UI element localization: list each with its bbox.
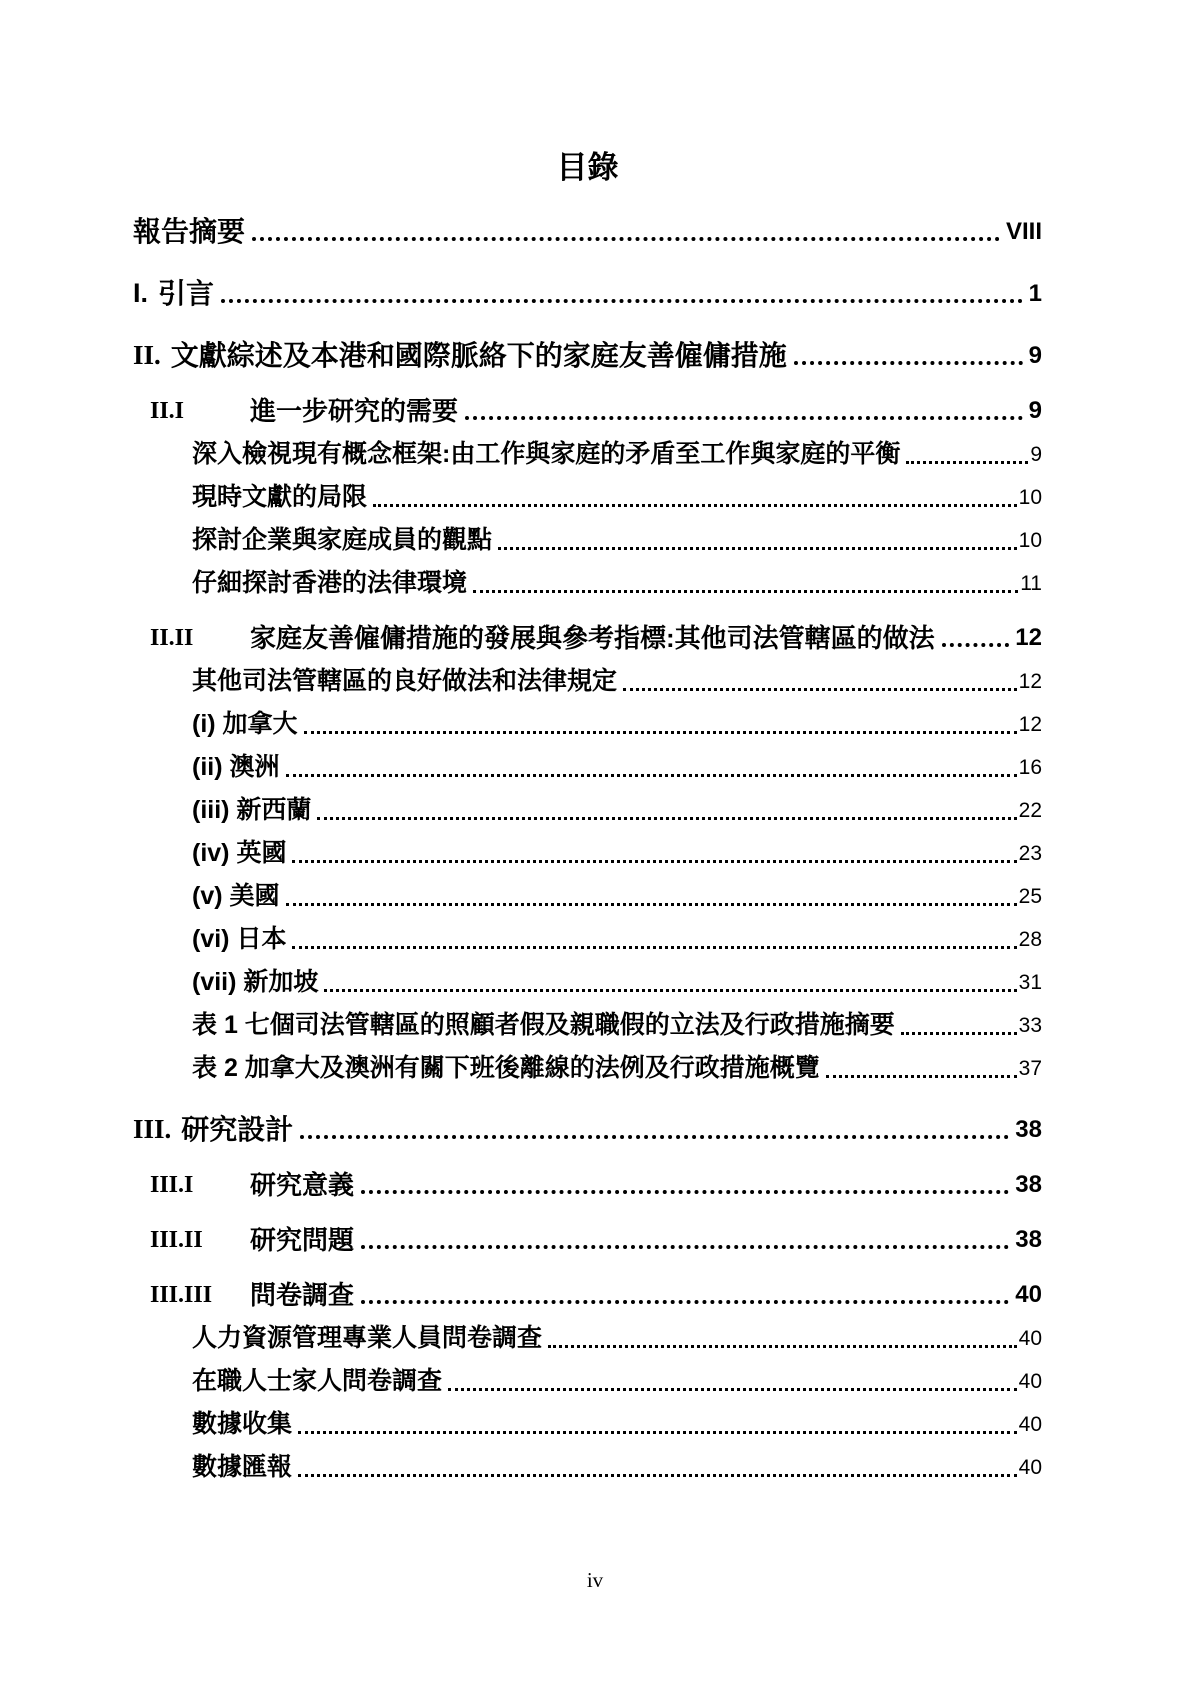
toc-entry-title: 現時文獻的局限 bbox=[192, 483, 368, 511]
toc-entry-number: III.I bbox=[150, 1172, 194, 1198]
toc-entry-title: 數據收集 bbox=[192, 1410, 293, 1438]
toc-entry-title: 深入檢視現有概念框架:由工作與家庭的矛盾至工作與家庭的平衡 bbox=[192, 440, 901, 468]
toc-entry bbox=[133, 752, 1042, 783]
toc-entry bbox=[133, 525, 1042, 556]
toc-entry-page: 12 bbox=[1015, 624, 1042, 651]
toc-entry-title: (i) 加拿大 bbox=[192, 710, 298, 738]
toc-entry-title: (ii) 澳洲 bbox=[192, 753, 280, 781]
toc-entry-page: 38 bbox=[1015, 1171, 1042, 1198]
dot-leader bbox=[300, 1135, 1009, 1139]
dot-leader bbox=[498, 547, 1017, 550]
dot-leader bbox=[252, 237, 1000, 241]
toc-entry-number: II. bbox=[133, 340, 161, 370]
toc-entry-number: II.I bbox=[150, 398, 185, 424]
dot-leader bbox=[548, 1345, 1017, 1348]
toc-entry bbox=[133, 1323, 1042, 1354]
toc-entry-title: 在職人士家人問卷調查 bbox=[192, 1367, 443, 1395]
toc-entry bbox=[133, 1409, 1042, 1440]
dot-leader bbox=[298, 1474, 1017, 1477]
dot-leader bbox=[292, 946, 1016, 949]
toc-entry-title: 仔細探討香港的法律環境 bbox=[192, 569, 468, 597]
toc-entry-title: 研究意義 bbox=[250, 1170, 355, 1200]
dot-leader bbox=[286, 903, 1017, 906]
toc-entry-number: III.II bbox=[150, 1227, 203, 1253]
toc-entry-page: 16 bbox=[1018, 756, 1042, 779]
toc-entry-number: III.III bbox=[150, 1282, 213, 1308]
toc-entry-title: 問卷調查 bbox=[250, 1280, 355, 1310]
toc-entry bbox=[133, 1279, 1042, 1311]
toc-entry bbox=[133, 339, 1042, 372]
toc-entry-title: 進一步研究的需要 bbox=[250, 396, 459, 426]
toc-entry-page: 9 bbox=[1030, 443, 1042, 466]
toc-entry-title: 表 1 七個司法管轄區的照顧者假及親職假的立法及行政措施摘要 bbox=[192, 1011, 895, 1039]
toc-entry-page: 38 bbox=[1015, 1226, 1042, 1253]
toc-entry-page: VIII bbox=[1005, 218, 1042, 245]
toc-entry-page: 22 bbox=[1018, 799, 1042, 822]
dot-leader bbox=[304, 731, 1017, 734]
toc-entry bbox=[133, 838, 1042, 869]
toc-entry-title: (iv) 英國 bbox=[192, 839, 287, 867]
toc-entry-page: 10 bbox=[1018, 486, 1042, 509]
dot-leader bbox=[361, 1300, 1009, 1304]
toc-entry bbox=[133, 1010, 1042, 1041]
toc-entry-title: 研究問題 bbox=[250, 1225, 355, 1255]
toc-entry-page: 23 bbox=[1018, 842, 1042, 865]
toc-entry bbox=[133, 439, 1042, 470]
toc-entry bbox=[133, 568, 1042, 599]
toc-entry-page: 1 bbox=[1028, 280, 1042, 307]
toc-entry-number: III. bbox=[133, 1114, 172, 1144]
toc-entry bbox=[133, 482, 1042, 513]
toc-entry-page: 40 bbox=[1018, 1370, 1042, 1393]
page-number-footer: iv bbox=[586, 1568, 604, 1592]
toc-entry bbox=[133, 881, 1042, 912]
dot-leader bbox=[298, 1431, 1017, 1434]
toc-entry-title: (iii) 新西蘭 bbox=[192, 796, 312, 824]
toc-entry-page: 40 bbox=[1018, 1327, 1042, 1350]
toc-entry-page: 38 bbox=[1015, 1116, 1042, 1143]
toc-entry-title: (vii) 新加坡 bbox=[192, 968, 319, 996]
toc-entry-page: 40 bbox=[1015, 1281, 1042, 1308]
toc-entry bbox=[133, 395, 1042, 427]
dot-leader bbox=[473, 590, 1018, 593]
toc-entry-page: 37 bbox=[1018, 1057, 1042, 1080]
toc-entry bbox=[133, 1113, 1042, 1146]
toc-entry-page: 9 bbox=[1028, 397, 1042, 424]
toc-entry bbox=[133, 1053, 1042, 1084]
dot-leader bbox=[942, 643, 1010, 647]
dot-leader bbox=[317, 817, 1016, 820]
dot-leader bbox=[361, 1245, 1009, 1249]
toc-entry bbox=[133, 666, 1042, 697]
page-title: 目錄 bbox=[556, 150, 619, 185]
toc-entry bbox=[133, 924, 1042, 955]
toc-entry bbox=[133, 1366, 1042, 1397]
toc-entry-title: 報告摘要 bbox=[133, 216, 246, 247]
toc-entry bbox=[133, 709, 1042, 740]
toc-entry bbox=[133, 277, 1042, 310]
toc-entry bbox=[133, 1452, 1042, 1483]
dot-leader bbox=[286, 774, 1017, 777]
dot-leader bbox=[826, 1075, 1017, 1078]
toc-entry-title: 探討企業與家庭成員的觀點 bbox=[192, 526, 493, 554]
toc-entry-page: 9 bbox=[1028, 342, 1042, 369]
toc-entry-title: 引言 bbox=[158, 278, 215, 309]
toc-entry-title: 研究設計 bbox=[181, 1114, 294, 1145]
toc-entry-title: (vi) 日本 bbox=[192, 925, 287, 953]
toc-entry-title: 文獻綜述及本港和國際脈絡下的家庭友善僱傭措施 bbox=[170, 340, 787, 371]
toc-entry-title: (v) 美國 bbox=[192, 882, 280, 910]
toc-entry-title: 人力資源管理專業人員問卷調查 bbox=[192, 1324, 543, 1352]
toc-entry-page: 12 bbox=[1018, 713, 1042, 736]
toc-entry-page: 31 bbox=[1018, 971, 1042, 994]
toc-entry bbox=[133, 795, 1042, 826]
toc-entry bbox=[133, 215, 1042, 248]
toc-entry bbox=[133, 967, 1042, 998]
dot-leader bbox=[465, 416, 1023, 420]
dot-leader bbox=[901, 1032, 1017, 1035]
toc-entry-page: 25 bbox=[1018, 885, 1042, 908]
dot-leader bbox=[448, 1388, 1017, 1391]
toc-entry-page: 40 bbox=[1018, 1413, 1042, 1436]
toc-entry-page: 40 bbox=[1018, 1456, 1042, 1479]
dot-leader bbox=[906, 461, 1028, 464]
dot-leader bbox=[324, 989, 1016, 992]
dot-leader bbox=[373, 504, 1017, 507]
toc-entry-page: 33 bbox=[1018, 1014, 1042, 1037]
toc-entry-title: 表 2 加拿大及澳洲有關下班後離線的法例及行政措施概覽 bbox=[192, 1054, 820, 1082]
toc-entry bbox=[133, 1224, 1042, 1256]
toc-entry-number: I. bbox=[133, 278, 149, 308]
toc-entry-title: 其他司法管轄區的良好做法和法律規定 bbox=[192, 667, 618, 695]
toc-entry bbox=[133, 1169, 1042, 1201]
dot-leader bbox=[221, 299, 1023, 303]
toc-entry-page: 11 bbox=[1020, 572, 1042, 595]
table-of-contents bbox=[133, 215, 1042, 1483]
dot-leader bbox=[361, 1190, 1009, 1194]
dot-leader bbox=[292, 860, 1016, 863]
toc-entry-title: 家庭友善僱傭措施的發展與參考指標:其他司法管轄區的做法 bbox=[250, 623, 935, 653]
toc-entry-page: 28 bbox=[1018, 928, 1042, 951]
toc-entry-page: 10 bbox=[1018, 529, 1042, 552]
toc-entry-number: II.II bbox=[150, 625, 194, 651]
toc-entry-page: 12 bbox=[1018, 670, 1042, 693]
toc-entry-title: 數據匯報 bbox=[192, 1453, 293, 1481]
dot-leader bbox=[623, 688, 1017, 691]
dot-leader bbox=[794, 361, 1023, 365]
toc-entry bbox=[133, 622, 1042, 654]
